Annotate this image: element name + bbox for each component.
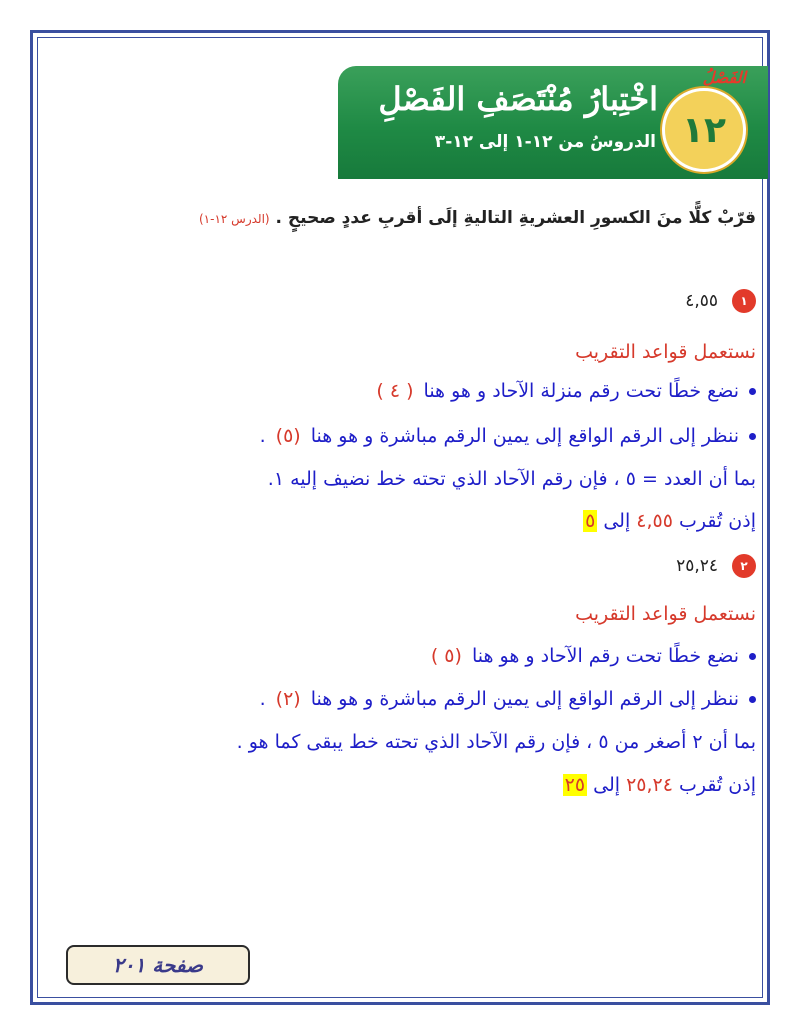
result-mid: إلى	[603, 510, 631, 532]
step-1-value: ( ٤ )	[376, 380, 414, 402]
banner-subtitle: الدروسُ من ١٢-١ إلى ١٢-٣	[434, 132, 656, 152]
result-prefix: إذن تُقرب	[678, 774, 756, 796]
result-prefix: إذن تُقرب	[678, 510, 756, 532]
reasoning: بما أن العدد = ٥ ، فإن رقم الآحاد الذي تحته خط نضيف إليه ١.	[267, 468, 756, 490]
result-number: ٢٥,٢٤	[626, 774, 673, 796]
chapter-badge	[662, 88, 746, 172]
bullet-icon	[749, 696, 756, 703]
method-title: نستعمل قواعد التقريب	[575, 603, 756, 625]
step-1-text: نضع خطًا تحت رقم منزلة الآحاد و هو هنا	[423, 380, 739, 402]
chapter-banner	[338, 66, 768, 179]
question-1	[685, 289, 756, 313]
result-line	[583, 510, 756, 532]
question-2	[676, 554, 756, 578]
instructions-text: قرّبْ كلًّا منَ الكسورِ العشريةِ التاليةِ إلَى أقربِ عددٍ صحيحٍ .	[275, 208, 756, 228]
step-1-value: (٥ )	[430, 645, 462, 667]
bullet-icon	[749, 653, 756, 660]
chapter-label: الفَصْلُ	[702, 68, 746, 87]
step-2-value: (٥)	[275, 425, 301, 447]
reasoning: بما أن ٢ أصغر من ٥ ، فإن رقم الآحاد الذي تحته خط يبقى كما هو .	[236, 731, 756, 753]
question-value: ٢٥,٢٤	[676, 556, 718, 576]
lesson-reference: (الدرس ١٢-١)	[198, 212, 270, 226]
chapter-number: ١٢	[682, 109, 726, 151]
step-2	[260, 688, 756, 710]
step-2	[260, 425, 756, 447]
step-2-value: (٢)	[275, 688, 301, 710]
question-value: ٤,٥٥	[685, 291, 718, 311]
result-number: ٤,٥٥	[636, 510, 673, 532]
step-2-end: .	[259, 425, 266, 447]
page-number-box	[66, 945, 250, 985]
step-2-text: ننظر إلى الرقم الواقع إلى يمين الرقم مباشرة و هو هنا	[310, 688, 739, 710]
bullet-icon	[749, 388, 756, 395]
result-line	[563, 774, 756, 796]
step-1	[431, 645, 756, 667]
banner-title: اخْتِبارُ مُنْتَصَفِ الفَصْلِ	[378, 80, 658, 118]
step-1-text: نضع خطًا تحت رقم الآحاد و هو هنا	[471, 645, 739, 667]
result-mid: إلى	[593, 774, 621, 796]
question-number-badge: ١	[732, 289, 756, 313]
step-2-end: .	[259, 688, 266, 710]
instructions	[156, 198, 756, 239]
question-number-badge: ٢	[732, 554, 756, 578]
step-1	[376, 380, 756, 402]
bullet-icon	[749, 433, 756, 440]
result-answer: ٢٥	[564, 774, 586, 796]
method-title: نستعمل قواعد التقريب	[575, 341, 756, 363]
page-number: صفحة ٢٠١	[113, 953, 203, 977]
step-2-text: ننظر إلى الرقم الواقع إلى يمين الرقم مباشرة و هو هنا	[310, 425, 739, 447]
result-answer: ٥	[585, 510, 596, 532]
